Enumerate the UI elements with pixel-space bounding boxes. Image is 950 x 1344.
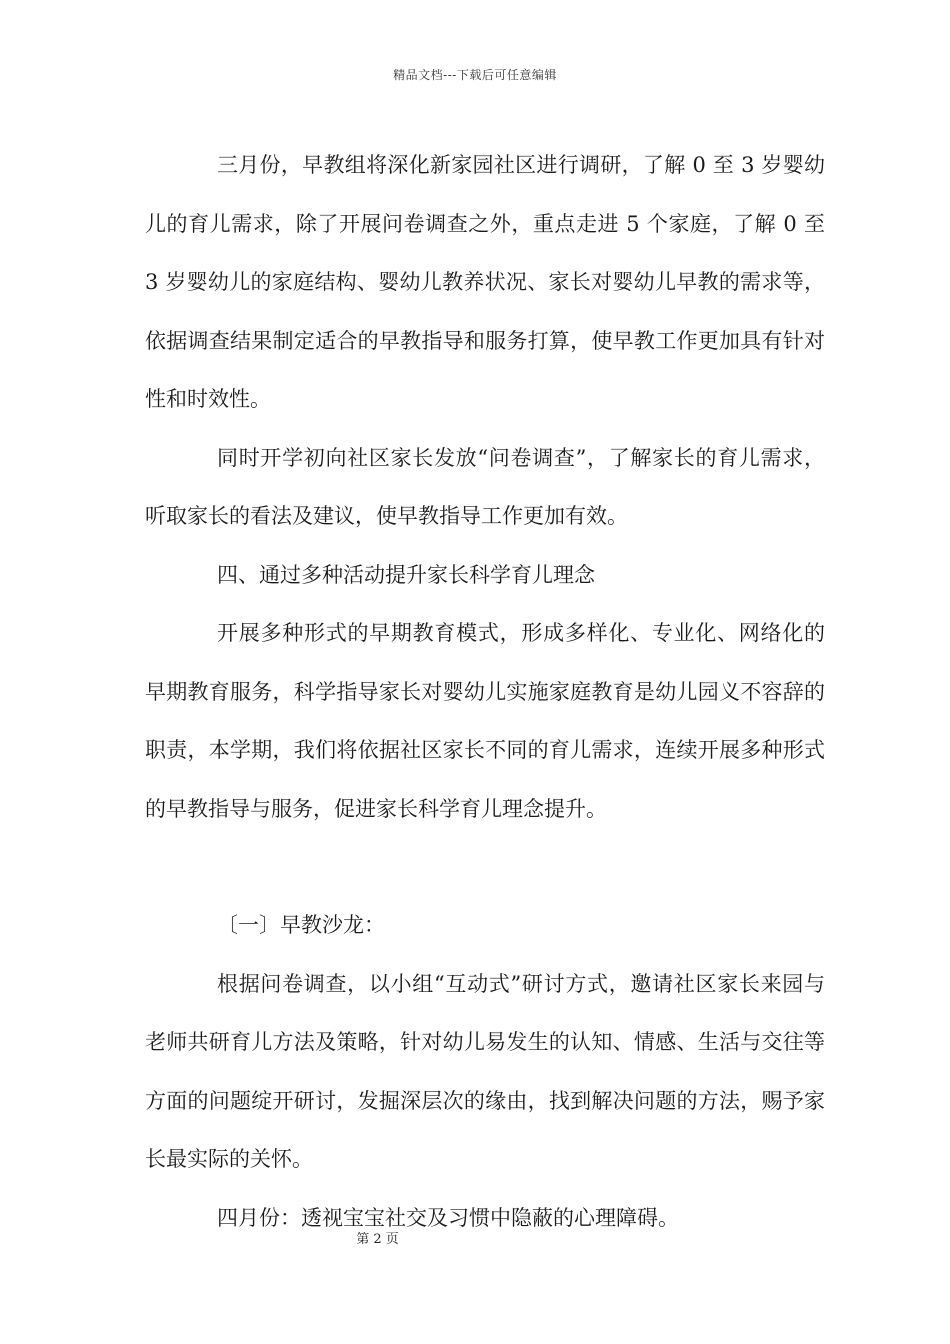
paragraph-questionnaire: 同时开学初向社区家长发放“问卷调查”，了解家长的育儿需求，听取家长的看法及建议，使早教指导工作更加有效。 [145, 445, 825, 528]
page-header: 精品文档---下载后可任意编辑 [393, 68, 557, 82]
blank-line [145, 838, 825, 896]
page-number: 第 2 页 [356, 1232, 399, 1247]
paragraph-march-survey: 三月份，早教组将深化新家园社区进行调研，了解 0 至 3 岁婴幼儿的育儿需求，除了开展问卷调查之外，重点走进 5 个家庭，了解 0 至 3 岁婴幼儿的家庭结构、婴幼儿教养状况、家长对婴幼儿早教的需求等，依据调查结果制定适合的早教指导和服务打算，使早教工作更加具有针对性和时效性。 [145, 153, 825, 411]
paragraph-salon-detail: 根据问卷调查，以小组“互动式”研讨方式，邀请社区家长来园与老师共研育儿方法及策略，针对幼儿易发生的认知、情感、生活与交往等方面的问题绽开研讨，发掘深层次的缘由，找到解决问题的方法，赐予家长最实际的关怀。 [145, 971, 825, 1171]
subheading-salon: 〔一〕早教沙龙： [217, 913, 385, 937]
document-body [145, 136, 825, 1247]
paragraph-april: 四月份：透视宝宝社交及习惯中隐蔽的心理障碍。 [217, 1205, 679, 1230]
paragraph-activities: 开展多种形式的早期教育模式，形成多样化、专业化、网络化的早期教育服务，科学指导家长对婴幼儿实施家庭教育是幼儿园义不容辞的职责，本学期，我们将依据社区家长不同的育儿需求，连续开展多种形式的早教指导与服务，促进家长科学育儿理念提升。 [145, 621, 825, 821]
section-heading-four: 四、通过多种活动提升家长科学育儿理念 [217, 562, 595, 587]
